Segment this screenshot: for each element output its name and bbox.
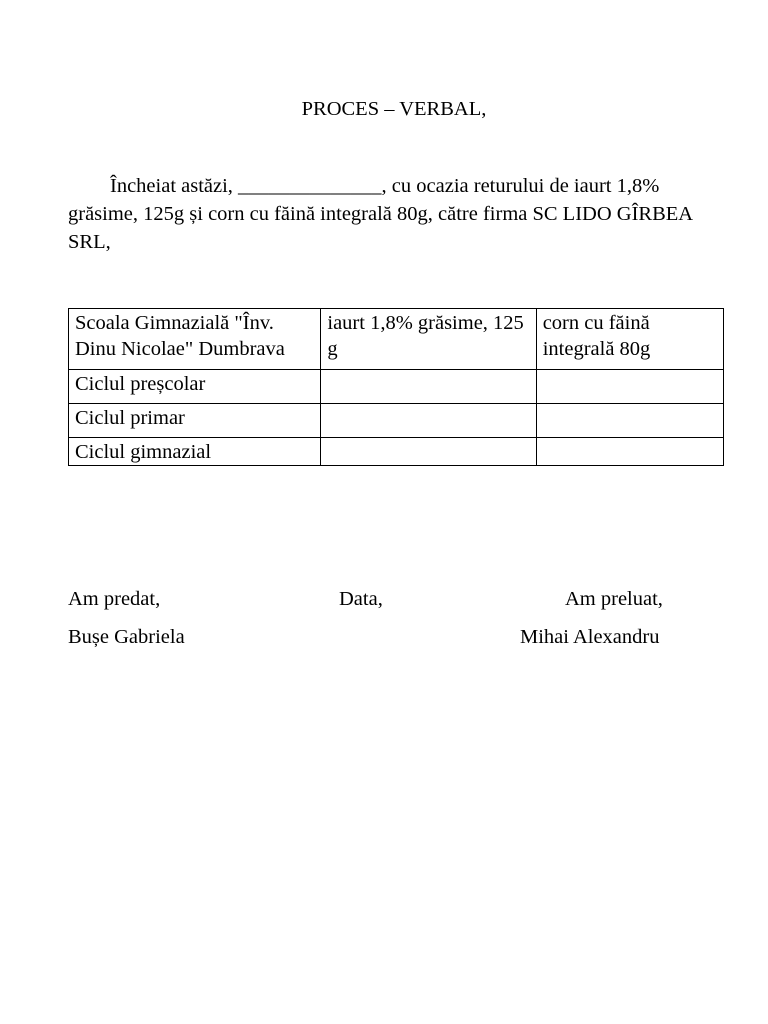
table-cell-cycle: Ciclul primar <box>69 404 321 438</box>
intro-paragraph: Încheiat astăzi, ______________, cu ocazia returului de iaurt 1,8% grăsime, 125g și corn cu făină integrală 80g, către firma SC LIDO GÎRBEA SRL, <box>68 175 692 253</box>
table-cell-cycle: Ciclul preșcolar <box>69 370 321 404</box>
table-cell-yogurt <box>321 370 536 404</box>
table-cell-croissant <box>536 370 723 404</box>
table-cell-yogurt <box>321 404 536 438</box>
table-cell-yogurt <box>321 438 536 466</box>
returns-table <box>68 308 724 466</box>
date-label: Data, <box>339 588 383 610</box>
handed-over-label: Am predat, <box>68 588 161 610</box>
table-row <box>69 438 724 466</box>
table-row <box>69 370 724 404</box>
table-header-row <box>69 309 724 370</box>
table-cell-croissant <box>536 404 723 438</box>
received-name: Mihai Alexandru <box>520 626 660 648</box>
table-cell-croissant <box>536 438 723 466</box>
document-title: PROCES – VERBAL, <box>301 98 487 120</box>
table-row <box>69 404 724 438</box>
table-header-yogurt: iaurt 1,8% grăsime, 125 g <box>321 309 536 370</box>
table-header-school: Scoala Gimnazială "Înv. Dinu Nicolae" Dumbrava <box>69 309 321 370</box>
table-cell-cycle: Ciclul gimnazial <box>69 438 321 466</box>
table-header-croissant: corn cu făină integrală 80g <box>536 309 723 370</box>
handed-over-name: Bușe Gabriela <box>68 626 185 648</box>
received-label: Am preluat, <box>565 588 663 610</box>
